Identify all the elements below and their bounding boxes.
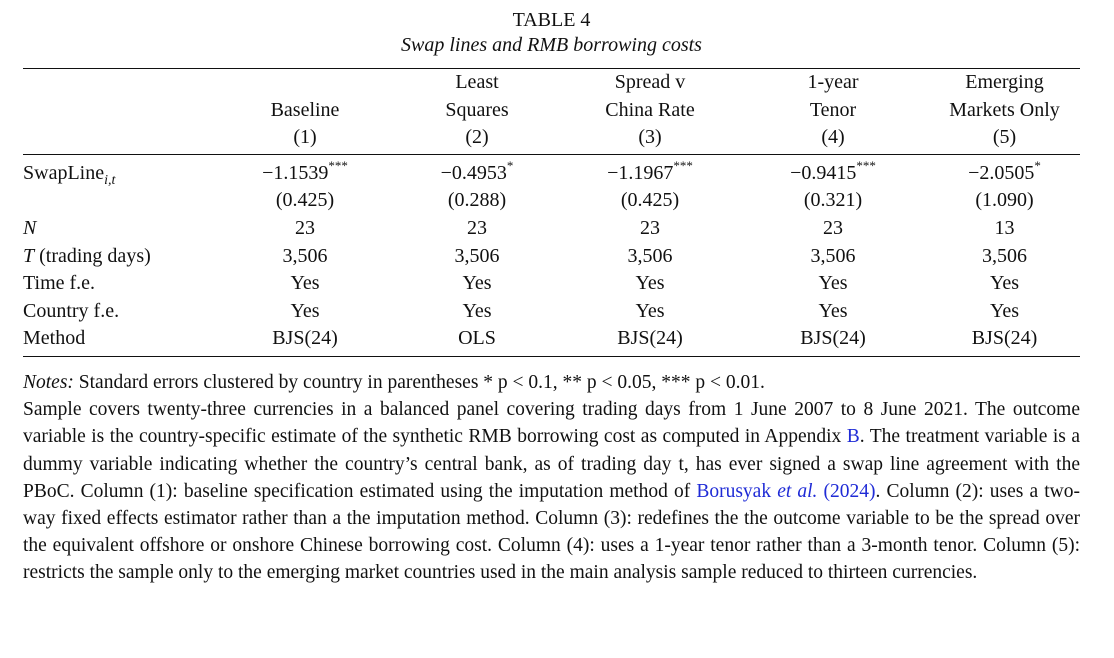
column-number: (3) (638, 126, 662, 149)
notes-text: Sample covers twenty-three currencies in a balanced panel covering trading days from 1 June 2007 to 8 June 2021. The outcome variable is the country-specific estimate of the synthetic RMB borrowing cost as computed in Appendix (23, 399, 1080, 448)
table-cell: 23 (467, 216, 487, 239)
significance-stars: *** (856, 157, 876, 173)
std-error: (0.425) (275, 189, 335, 212)
results-body (23, 157, 1080, 353)
table-row (23, 270, 1080, 298)
std-error: (0.321) (803, 189, 863, 212)
coef-value: −1.1539 (262, 161, 329, 184)
header-cell: Emerging (965, 71, 1044, 93)
table-cell: 3,506 (282, 244, 328, 267)
table-cell: 3,506 (810, 244, 856, 267)
header-cell: Squares (445, 98, 509, 121)
header-row (23, 97, 1080, 125)
column-number: (5) (992, 126, 1017, 149)
header-cell (219, 69, 391, 97)
coef-value: −0.9415 (790, 161, 857, 184)
notes-text: . The treatment variable is a dummy variable indicating whether the country’s central bank, as of trading day t, has ever signed a swap line agreement with the PBoC. Column (1): baseline specification estimated using the imputation method of (23, 426, 1080, 502)
column-number: (1) (293, 126, 317, 149)
table-row (23, 325, 1080, 353)
coef-subscript: i,t (104, 172, 116, 188)
table-cell: Yes (989, 299, 1020, 322)
coef-cell (929, 157, 1080, 188)
std-error: (0.288) (447, 189, 507, 212)
table-cell: Yes (290, 299, 320, 322)
significance-stars: *** (328, 157, 348, 173)
coef-cell (219, 157, 391, 188)
row-label: Method (23, 327, 86, 350)
row-label (23, 187, 219, 215)
table-cell: BJS(24) (272, 327, 338, 350)
appendix-link[interactable]: B (846, 426, 860, 448)
header-cell: 1-year (807, 71, 859, 93)
header-rule (23, 154, 1080, 155)
coef-label: SwapLine (23, 161, 105, 184)
table-cell: Yes (989, 272, 1020, 295)
citation-link[interactable] (696, 481, 875, 502)
notes-text: . Column (2): uses a two-way fixed effects estimator rather than a the imputation method. Column (3): redefines the the outcome variable to be the spread over the equivalent offshore or onshore Chinese borrowing cost. Column (4): uses a 1-year tenor rather than a 3-month tenor. Column (5): restricts the sample only to the emerging market countries used in the main analysis sample reduced to thirteen currencies. (23, 480, 1080, 584)
table-cell: Yes (818, 299, 848, 322)
table-cell: BJS(24) (617, 327, 683, 350)
header-cell: Markets Only (949, 98, 1060, 121)
row-label-text: T (trading days) (23, 244, 151, 267)
table-row (23, 243, 1080, 271)
significance-stars: *** (673, 157, 693, 173)
table-figure (23, 0, 1080, 587)
coef-row (23, 160, 1080, 188)
std-error: (1.090) (975, 189, 1034, 212)
row-label: Country f.e. (23, 299, 120, 322)
table-caption: Swap lines and RMB borrowing costs (401, 34, 702, 56)
table-notes (23, 369, 1080, 587)
significance-stars: * (506, 157, 514, 173)
table-cell: 3,506 (627, 244, 673, 267)
table-cell: 3,506 (454, 244, 500, 267)
table-cell: 23 (640, 216, 660, 239)
header-cell (23, 97, 219, 125)
table-cell: 23 (823, 216, 843, 239)
table-cell: Yes (462, 272, 492, 295)
header-cell (23, 124, 219, 152)
row-label (23, 160, 219, 188)
header-cell: Spread v (614, 71, 686, 93)
notes-significance-text: Standard errors clustered by country in parentheses * p < 0.1, ** p < 0.05, *** p < 0.01. (78, 371, 765, 393)
coef-value: −1.1967 (607, 161, 674, 184)
table-cell: Yes (635, 272, 665, 295)
stderr-row (23, 187, 1080, 215)
header-row (23, 69, 1080, 97)
table-label: TABLE 4 (512, 9, 591, 31)
coef-cell (391, 157, 563, 188)
header-cell: China Rate (605, 98, 695, 121)
header-cell: Baseline (270, 98, 340, 121)
row-label: Time f.e. (23, 272, 96, 295)
table-cell: 13 (994, 216, 1015, 239)
table-row (23, 215, 1080, 243)
bottom-rule (23, 356, 1080, 357)
citation-author: Borusyak (696, 480, 778, 502)
header-cell (23, 69, 219, 97)
coef-cell (737, 157, 929, 188)
table-cell: Yes (290, 272, 320, 295)
significance-stars: * (1034, 157, 1041, 173)
std-error: (0.425) (620, 189, 680, 212)
results-header (23, 69, 1080, 152)
column-number: (4) (821, 126, 845, 149)
table-cell: Yes (462, 299, 492, 322)
table-cell: 23 (295, 216, 315, 239)
table-row (23, 298, 1080, 326)
header-row (23, 124, 1080, 152)
coef-cell (563, 157, 737, 188)
row-label (23, 243, 219, 271)
notes-lead: Notes: (23, 371, 74, 393)
table-cell: BJS(24) (971, 327, 1038, 350)
header-cell: Least (455, 71, 499, 93)
table-cell: OLS (458, 327, 496, 350)
coef-value: −2.0505 (968, 161, 1035, 184)
row-label: N (23, 216, 37, 239)
header-cell: Tenor (809, 98, 857, 121)
coef-value: −0.4953 (440, 161, 507, 184)
citation-year: (2024) (817, 480, 876, 502)
table-cell: 3,506 (982, 244, 1027, 267)
notes-body (23, 396, 1080, 586)
table-cell: Yes (635, 299, 665, 322)
citation-etal: et al. (777, 480, 818, 502)
notes-significance (23, 369, 1080, 396)
table-cell: Yes (818, 272, 848, 295)
table-cell: BJS(24) (800, 327, 866, 350)
column-number: (2) (465, 126, 489, 149)
